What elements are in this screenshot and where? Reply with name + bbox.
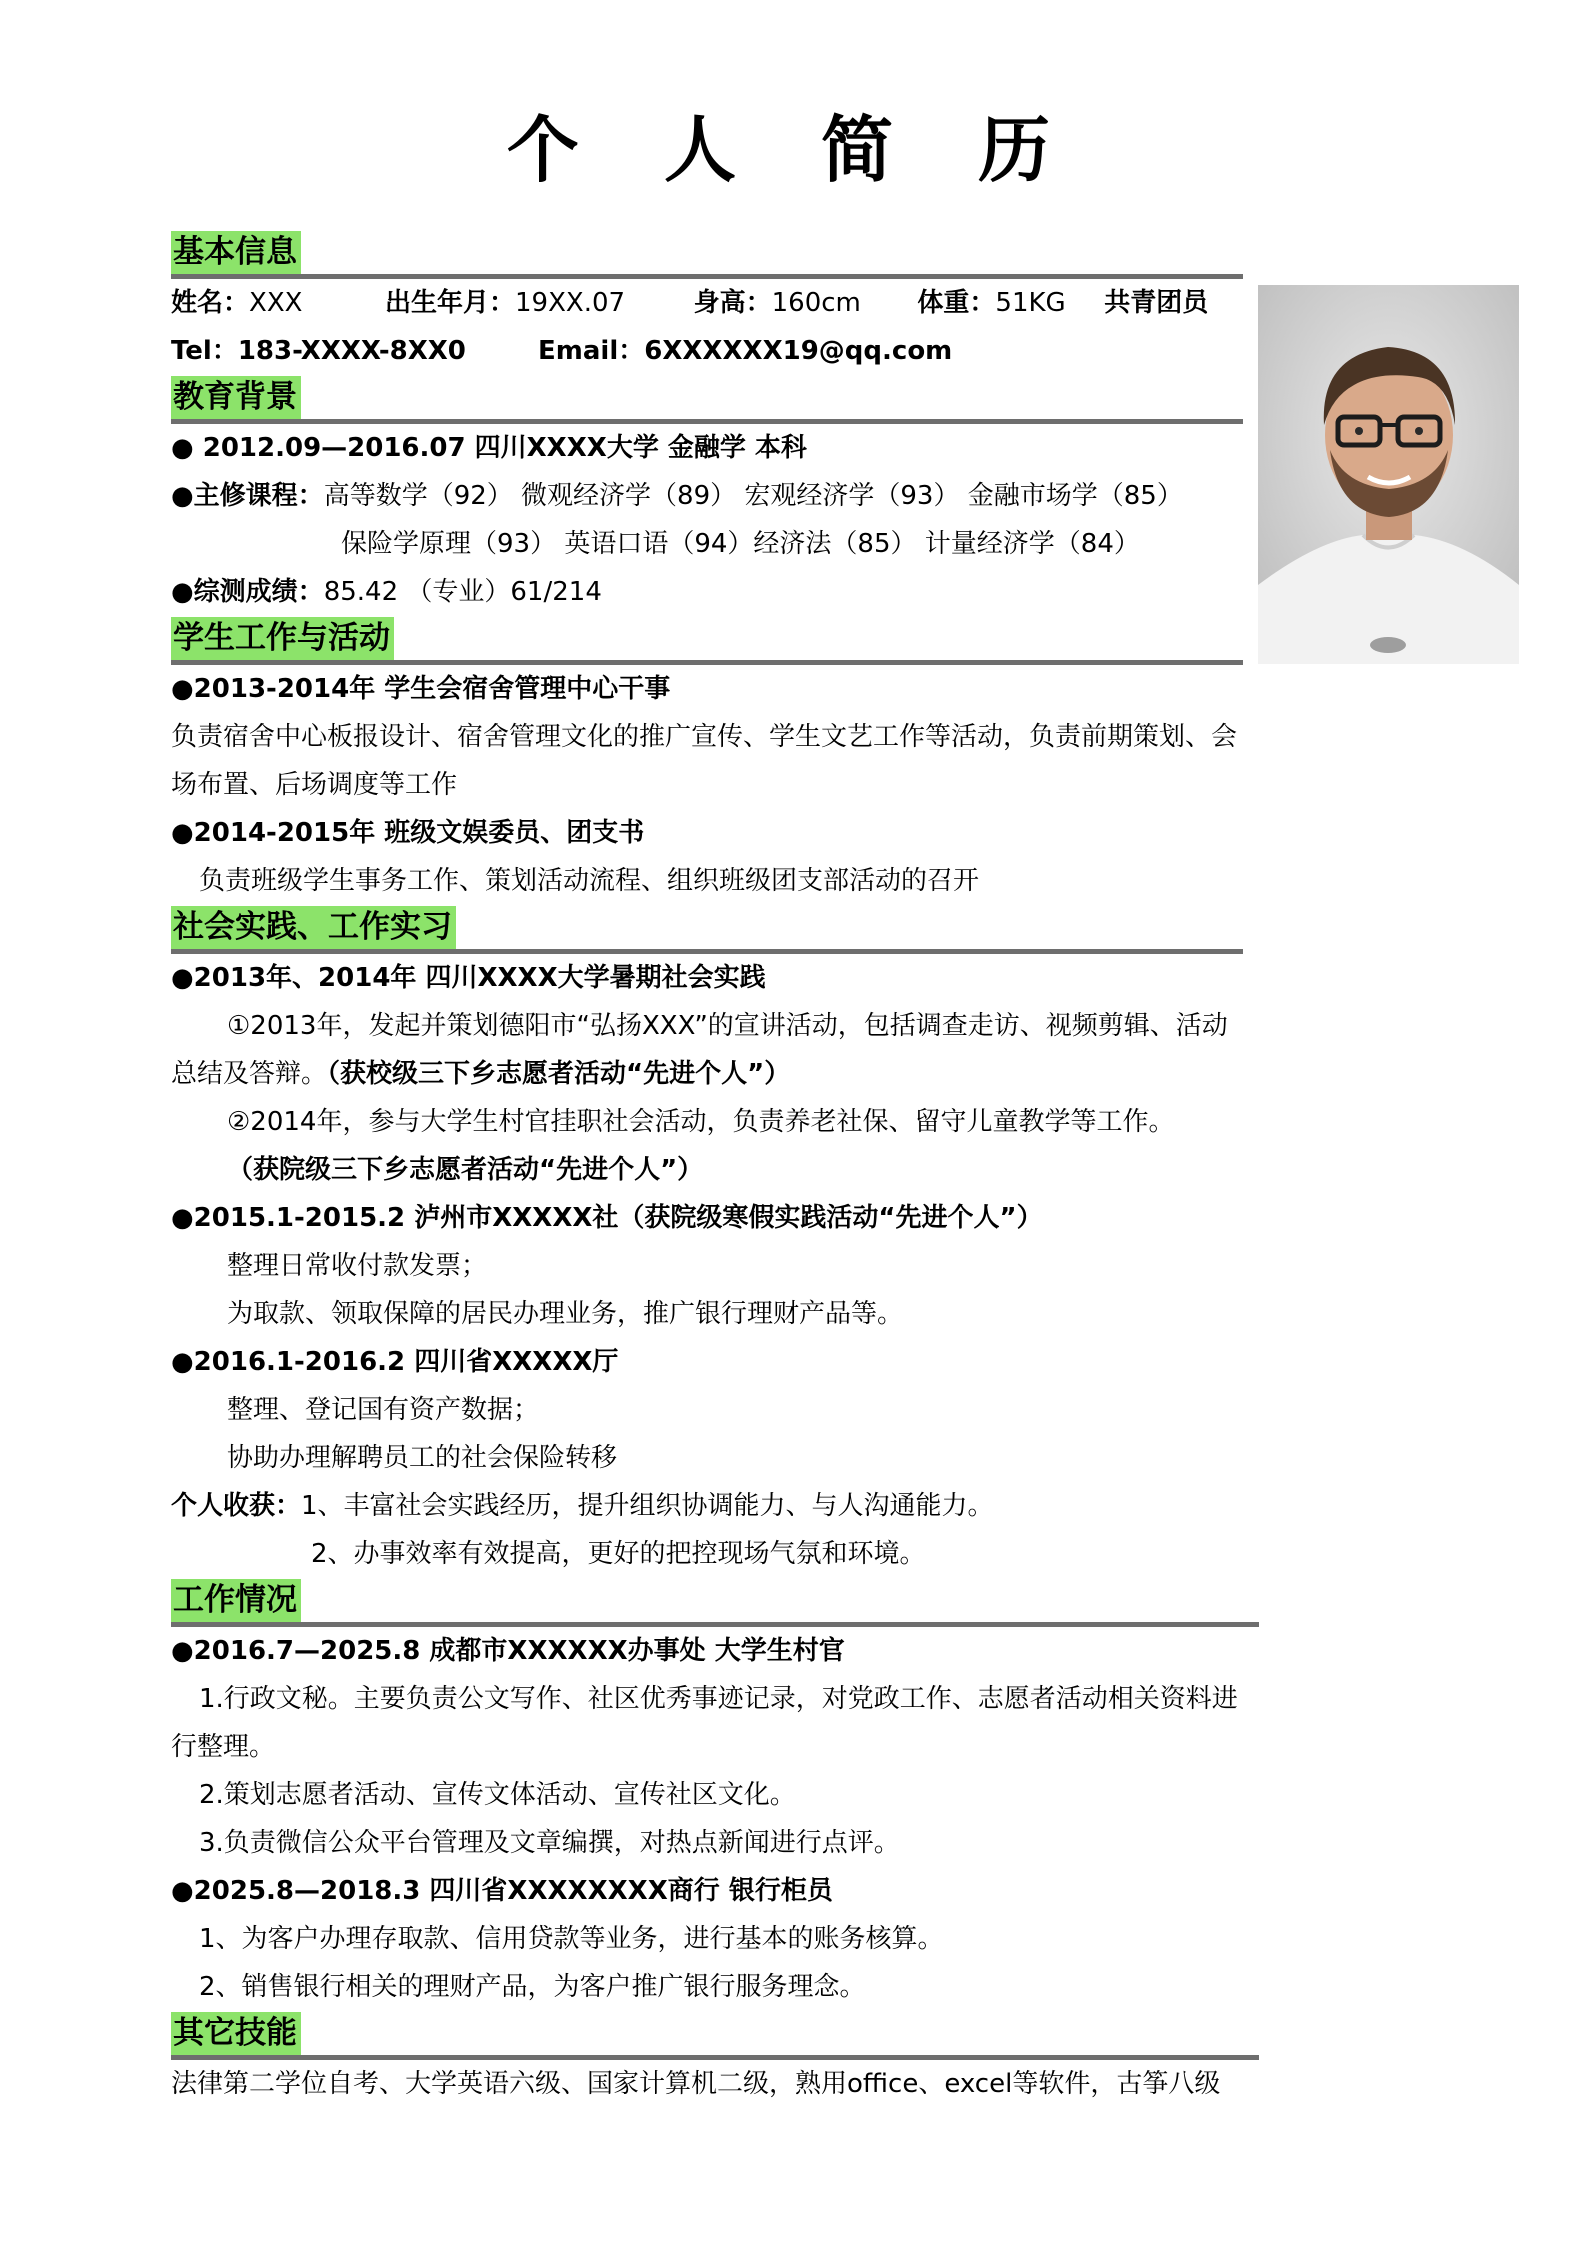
section-education [171,376,1243,428]
email-address: Email：6XXXXXX19@qq.com [538,336,953,366]
politics-status: 共青团员 [1104,288,1209,318]
practice-item-heading: ●2013年、2014年 四川XXXX大学暑期社会实践 [171,963,766,993]
birth-value: 19XX.07 [515,288,626,318]
section-skills [171,2012,1259,2064]
practice-item-desc: 整理、登记国有资产数据； [227,1395,540,1425]
section-title: 社会实践、工作实习 [171,906,456,949]
gains-item: 1、丰富社会实践经历，提升组织协调能力、与人沟通能力。 [301,1491,994,1521]
courses-list-1: 高等数学（92） 微观经济学（89） 宏观经济学（93） 金融市场学（85） [323,481,1183,511]
name-label: 姓名： [171,288,250,318]
gains-label: 个人收获： [171,1491,302,1521]
work-item-heading: ●2016.7—2025.8 成都市XXXXXX办事处 大学生村官 [171,1636,845,1666]
work-item-desc: 2、销售银行相关的理财产品，为客户推广银行服务理念。 [199,1972,866,2002]
practice-item-desc: 协助办理解聘员工的社会保险转移 [227,1443,618,1473]
section-title: 学生工作与活动 [171,617,394,660]
personal-gains [171,1482,994,1530]
student-work-item-desc: 负责班级学生事务工作、策划活动流程、组织班级团支部活动的召开 [199,866,980,896]
work-item-desc: 3.负责微信公众平台管理及文章编撰，对热点新闻进行点评。 [199,1828,900,1858]
section-practice [171,906,1243,958]
score-label: ●综测成绩： [171,577,324,607]
height-label: 身高： [693,288,772,318]
practice-item-desc: ②2014年，参与大学生村官挂职社会活动，负责养老社保、留守儿童教学等工作。 [227,1107,1175,1137]
student-work-item-desc: 负责宿舍中心板报设计、宿舍管理文化的推广宣传、学生文艺工作等活动，负责前期策划、会 [171,722,1238,752]
courses-label: ●主修课程： [171,481,324,511]
section-title: 教育背景 [171,376,301,419]
height-value: 160cm [771,288,861,318]
weight-label: 体重： [917,288,996,318]
profile-photo [1258,285,1519,664]
practice-award: （获院级三下乡志愿者活动“先进个人”） [227,1155,704,1185]
name-value: XXX [249,288,303,318]
practice-item-desc: 整理日常收付款发票； [227,1251,488,1281]
work-item-heading: ●2025.8—2018.3 四川省XXXXXXXX商行 银行柜员 [171,1876,833,1906]
work-item-desc: 行整理。 [171,1732,276,1762]
work-item-desc: 1、为客户办理存取款、信用贷款等业务，进行基本的账务核算。 [199,1924,944,1954]
education-courses [171,472,1183,520]
section-student-work [171,617,1243,669]
work-item-desc: 2.策划志愿者活动、宣传文体活动、宣传社区文化。 [199,1780,796,1810]
practice-item-desc: 为取款、领取保障的居民办理业务，推广银行理财产品等。 [227,1299,904,1329]
weight-value: 51KG [995,288,1066,318]
score-value: 85.42 （专业）61/214 [323,577,602,607]
practice-award: （获校级三下乡志愿者活动“先进个人”） [327,1059,791,1089]
student-work-item-heading: ●2014-2015年 班级文娱委员、团支书 [171,818,645,848]
section-title: 其它技能 [171,2012,301,2055]
section-basic-info [171,231,1243,283]
practice-item-heading: ●2016.1-2016.2 四川省XXXXX厅 [171,1347,619,1377]
education-score [171,568,602,616]
page-title: 个 人 简 历 [506,107,1081,192]
courses-list-2: 保险学原理（93） 英语口语（94）经济法（85） 计量经济学（84） [341,529,1140,559]
section-title: 工作情况 [171,1579,301,1622]
practice-item-heading: ●2015.1-2015.2 泸州市XXXXX社（获院级寒假实践活动“先进个人”） [171,1203,1043,1233]
gains-item: 2、办事效率有效提高，更好的把控现场气氛和环境。 [311,1539,926,1569]
work-item-desc: 1.行政文秘。主要负责公文写作、社区优秀事迹记录，对党政工作、志愿者活动相关资料进 [199,1684,1238,1714]
practice-item-desc: ①2013年，发起并策划德阳市“弘扬XXX”的宣讲活动，包括调查走访、视频剪辑、活动 [227,1011,1228,1041]
phone-number: Tel：183-XXXX-8XX0 [171,336,466,366]
education-degree: ● 2012.09—2016.07 四川XXXX大学 金融学 本科 [171,433,807,463]
contact-row [171,327,952,375]
practice-item-desc [171,1050,790,1098]
section-title: 基本信息 [171,231,301,274]
student-work-item-desc: 场布置、后场调度等工作 [171,770,458,800]
practice-desc-text: 总结及答辩。 [171,1059,328,1089]
skills-text: 法律第二学位自考、大学英语六级、国家计算机二级，熟用office、excel等软件，古筝八级 [171,2069,1221,2099]
birth-label: 出生年月： [384,288,515,318]
section-work [171,1579,1259,1631]
student-work-item-heading: ●2013-2014年 学生会宿舍管理中心干事 [171,674,671,704]
basic-info-row [171,279,1208,327]
